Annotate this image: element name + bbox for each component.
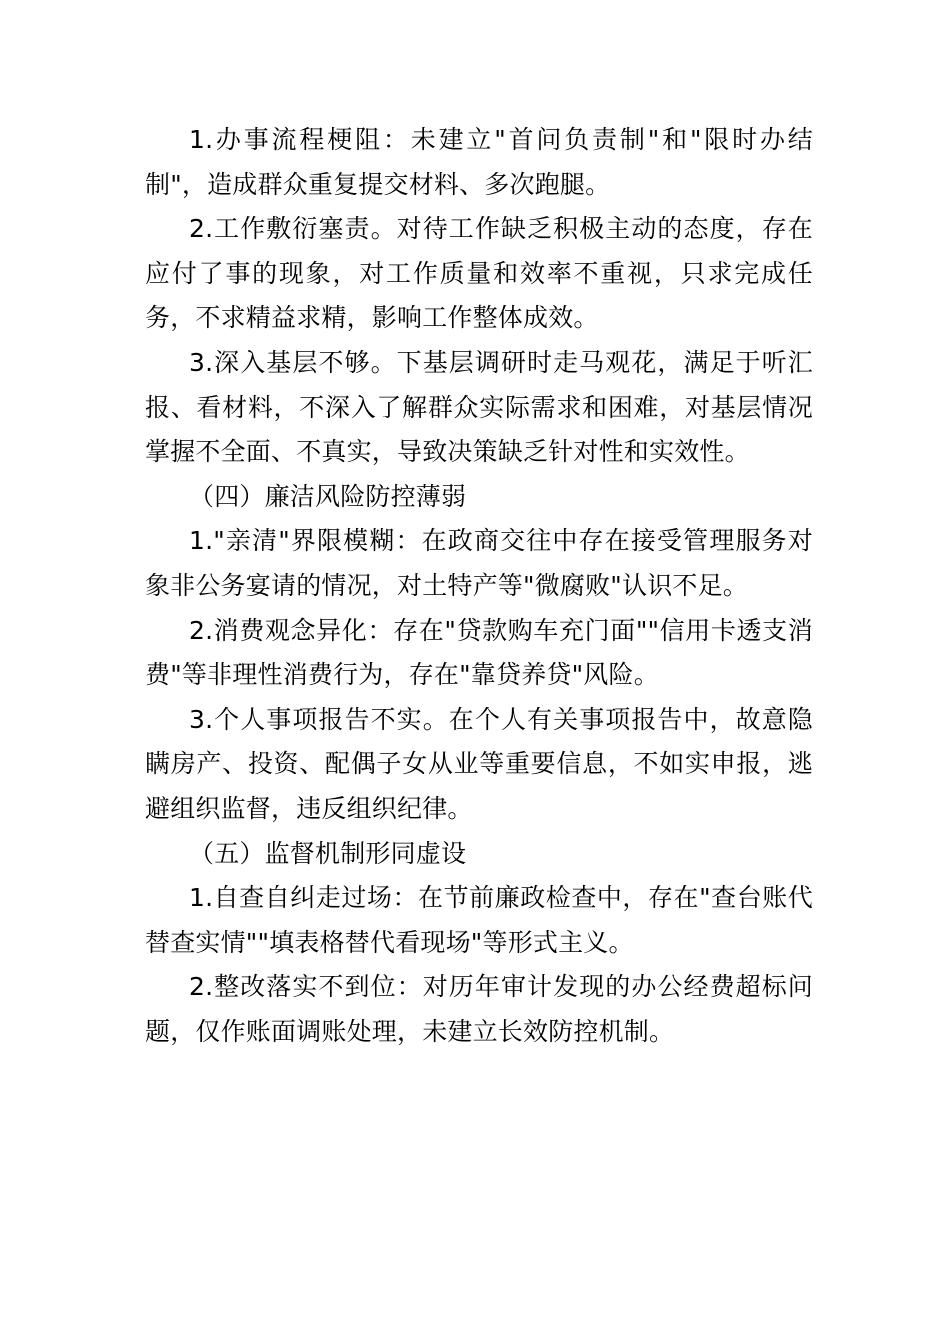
paragraph-5: 1."亲清"界限模糊：在政商交往中存在接受管理服务对象非公务宴请的情况，对土特产等"微腐败"认识不足。 (145, 526, 813, 600)
paragraph-2: 2.工作敷衍塞责。对待工作缺乏积极主动的态度，存在应付了事的现象，对工作质量和效率不重视，只求完成任务，不求精益求精，影响工作整体成效。 (145, 214, 813, 333)
paragraph-7: 3.个人事项报告不实。在个人有关事项报告中，故意隐瞒房产、投资、配偶子女从业等重要信息，不如实申报，逃避组织监督，违反组织纪律。 (145, 704, 813, 823)
paragraph-10: 2.整改落实不到位：对历年审计发现的办公经费超标问题，仅作账面调账处理，未建立长效防控机制。 (145, 972, 813, 1046)
section-heading-5: （五）监督机制形同虚设 (189, 838, 467, 868)
paragraph-9: 1.自查自纠走过场：在节前廉政检查中，存在"查台账代替查实情""填表格替代看现场"等形式主义。 (145, 883, 813, 957)
paragraph-3: 3.深入基层不够。下基层调研时走马观花，满足于听汇报、看材料，不深入了解群众实际需求和困难，对基层情况掌握不全面、不真实，导致决策缺乏针对性和实效性。 (145, 347, 813, 467)
paragraph-1: 1.办事流程梗阻：未建立"首问负责制"和"限时办结制"，造成群众重复提交材料、多次跑腿。 (145, 125, 813, 199)
paragraph-6: 2.消费观念异化：存在"贷款购车充门面""信用卡透支消费"等非理性消费行为，存在"靠贷养贷"风险。 (145, 615, 813, 690)
section-heading-4: （四）廉洁风险防控薄弱 (189, 481, 467, 511)
document-body (145, 118, 813, 1054)
